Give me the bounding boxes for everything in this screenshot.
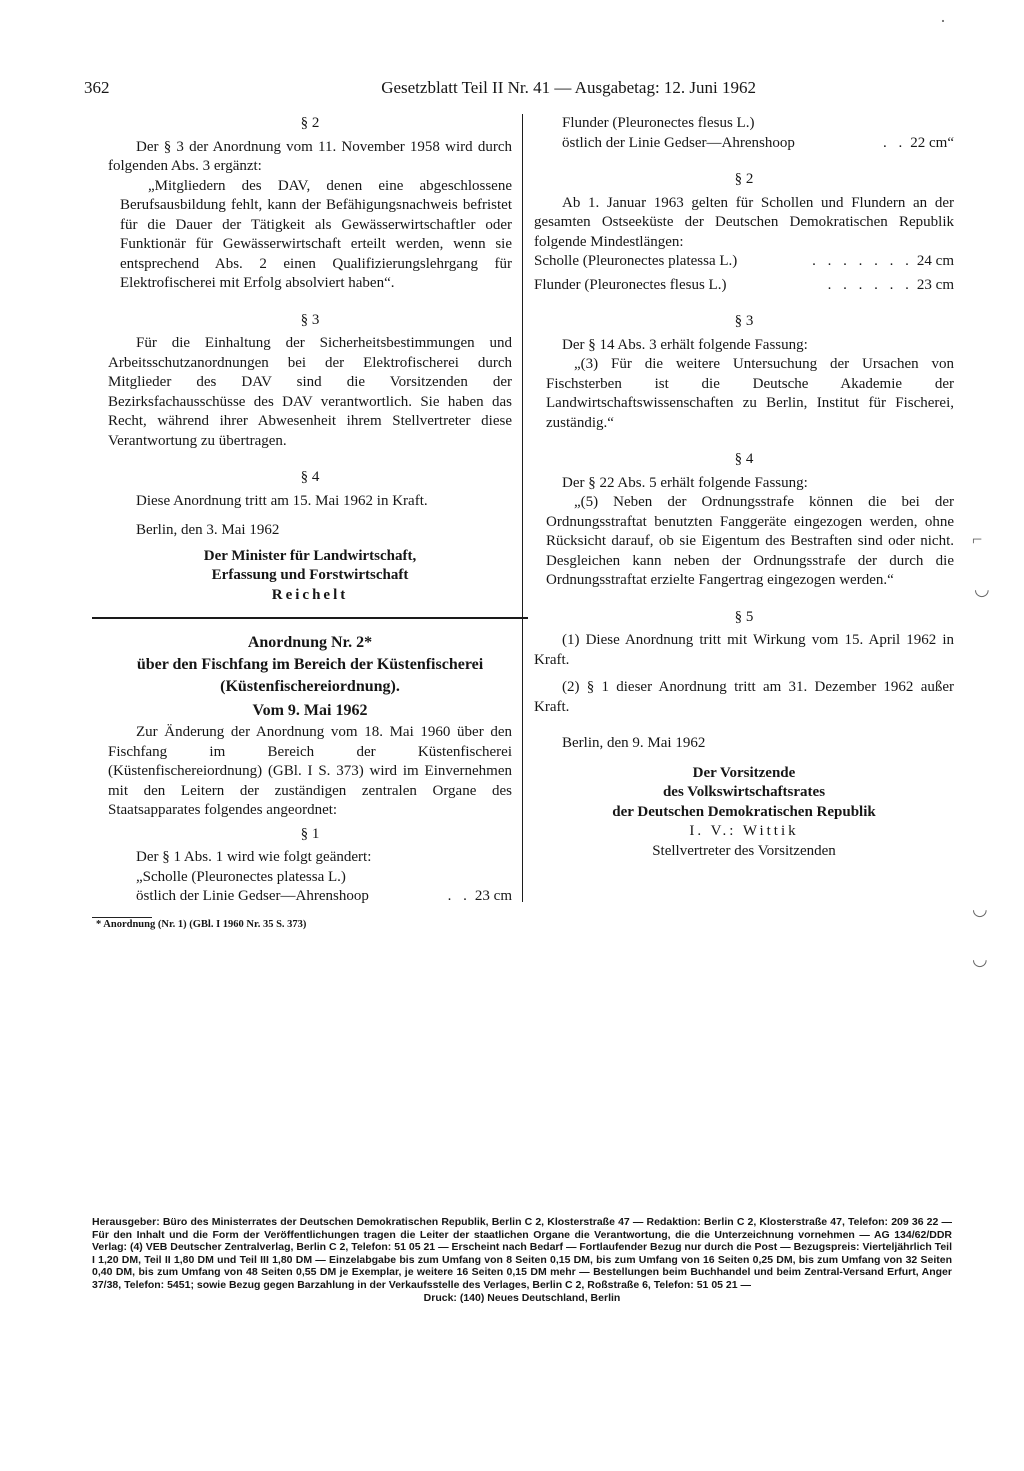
page-header — [84, 72, 756, 104]
spec-value: 23 cm — [474, 888, 512, 904]
imprint-print-line: Druck: (140) Neues Deutschland, Berlin — [423, 1291, 621, 1304]
anordnung-preamble: Zur Änderung der Anordnung vom 18. Mai 1960 über den Fischfang im Bereich der Küstenfischerei (Küstenfischereiordnung) (GBl. I S. 373) wird im Einvernehmen mit den Leitern der zuständigen zentralen Organe des Staatsapparates folgendes angeordnet: — [108, 724, 512, 818]
right-signature-line-2: des Volkswirtschaftsrates — [662, 784, 826, 800]
spec-label: östlich der Linie Gedser—Ahrenshoop — [562, 134, 795, 151]
spec-value: 23 cm — [916, 276, 954, 293]
left-section-3-title: § 3 — [300, 311, 320, 328]
right-section-3-title: § 3 — [734, 313, 754, 329]
right-signature-line-3: der Deutschen Demokratischen Republik — [612, 803, 876, 820]
right-section-2-row-1 — [534, 252, 954, 272]
spec-label: östlich der Linie Gedser—Ahrenshoop — [136, 888, 369, 904]
left-section-2-title: § 2 — [300, 115, 320, 131]
left-section-2-intro: Der § 3 der Anordnung vom 11. November 1958 wird durch folgenden Abs. 3 ergänzt: — [108, 138, 512, 174]
anordnung-title-3: (Küstenfischereiordnung). — [220, 678, 400, 695]
imprint — [92, 1216, 952, 1304]
spec-dots: . . . . . . — [827, 276, 913, 293]
anordnung-section-1-line-1: „Scholle (Pleuronectes platessa L.) — [136, 868, 346, 885]
right-section-5-title: § 5 — [734, 608, 754, 625]
anordnung-title-2: über den Fischfang im Bereich der Küstenfischerei — [136, 656, 484, 673]
right-continuation-line-1: Flunder (Pleuronectes flesus L.) — [562, 115, 755, 131]
left-signature-name: Reichelt — [271, 586, 349, 603]
right-signature-line-5: Stellvertreter des Vorsitzenden — [652, 842, 836, 859]
right-section-3-intro: Der § 14 Abs. 3 erhält folgende Fassung: — [562, 336, 808, 353]
column-divider — [522, 114, 523, 902]
right-section-4-quote: „(5) Neben der Ordnungsstrafe können die bei der Ordnungsstraftat benutzten Fanggeräte eingezogen werden, ohne Rücksicht darauf, ob sie Eigentum des Bestraften sind oder nicht. Desgleichen kann neben der Ordnungsstrafe der durch die Ordnungsstraftat erzielte Fangertrag eingezogen werden.“ — [546, 494, 954, 588]
right-section-2-text: Ab 1. Januar 1963 gelten für Schollen und Flundern an der gesamten Ostseeküste der Deutschen Demokratischen Republik folgende Mindestlängen: — [534, 194, 954, 250]
spec-label: Scholle (Pleuronectes platessa L.) — [534, 253, 738, 269]
left-section-2-quote: „Mitgliedern des DAV, denen eine abgeschlossene Berufsausbildung fehlt, kann der Befähigungsnachweis befristet für die Dauer der Tätigkeit als Gewässerwirtschaftler oder Funktionär für Gewässerwirtschaft erteilt werden, wenn sie entsprechend Abs. 2 einen Qualifizierungslehrgang für Elektrofischerei mit Erfolg absolviert haben“. — [120, 177, 512, 291]
right-section-2-row-2 — [534, 276, 954, 296]
right-column — [534, 114, 954, 861]
right-continuation-row — [534, 134, 954, 154]
left-signature-org-1: Der Minister für Landwirtschaft, — [203, 547, 417, 564]
anordnung-section-1-row — [108, 887, 512, 907]
right-section-2-title: § 2 — [734, 171, 754, 187]
gazette-title: Gesetzblatt Teil II Nr. 41 — Ausgabetag: 12. Juni 1962 — [381, 78, 756, 97]
spec-label: Flunder (Pleuronectes flesus L.) — [534, 276, 727, 293]
footnote: * Anordnung (Nr. 1) (GBl. I 1960 Nr. 35 S. 373) — [96, 918, 307, 930]
left-signature-org-2: Erfassung und Forstwirtschaft — [211, 567, 409, 583]
left-place-date: Berlin, den 3. Mai 1962 — [136, 522, 280, 538]
right-signature-block — [534, 764, 954, 862]
section-rule — [92, 617, 528, 619]
margin-dot-mark: · — [940, 11, 946, 31]
right-section-4-title: § 4 — [734, 451, 754, 467]
left-column — [96, 114, 512, 932]
right-section-5-para-1: (1) Diese Anordnung tritt mit Wirkung vom 15. April 1962 in Kraft. — [534, 632, 954, 668]
right-signature-line-4: I. V.: Wittik — [689, 823, 799, 839]
spec-value: 22 cm“ — [910, 134, 954, 151]
margin-curve-mark: ◡ — [972, 899, 988, 919]
anordnung-section-1-text: Der § 1 Abs. 1 wird wie folgt geändert: — [136, 849, 372, 865]
page-number: 362 — [84, 78, 110, 97]
left-section-4-text: Diese Anordnung tritt am 15. Mai 1962 in Kraft. — [136, 492, 428, 509]
spec-dots: . . — [883, 134, 907, 151]
right-section-3-quote: „(3) Für die weitere Untersuchung der Ursachen von Fischsterben ist die Deutsche Akademie der Landwirtschaftswissenschaften zu Berlin, Institut für Fischerei, zuständig.“ — [546, 356, 954, 431]
right-signature-line-1: Der Vorsitzende — [692, 764, 796, 781]
spec-dots: . . — [447, 888, 471, 904]
imprint-text: Herausgeber: Büro des Ministerrates der Deutschen Demokratischen Republik, Berlin C 2, Klosterstraße 47 — Redaktion: Berlin C 2, Klosterstraße 47, Telefon: 209 36 22 — Für den Inhalt und die Form der Veröffentlichungen tragen die Leiter der staatlichen Organe die Verantwortung, die die Unterzeichnung vornehmen — AG 134/62/DDR Verlag: (4) VEB Deutscher Zentralverlag, Berlin C 2, Telefon: 51 05 21 — Erscheint nach Bedarf — Fortlaufender Bezug nur durch die Post — Bezugspreis: Vierteljährlich Teil I 1,20 DM, Teil II 1,80 DM und Teil III 1,80 DM — Einzelabgabe bis zum Umfang von 8 Seiten 0,15 DM, bis zum Umfang von 16 Seiten 0,25 DM, bis zum Umfang von 32 Seiten 0,40 DM, bis zum Umfang von 48 Seiten 0,55 DM je Exemplar, je weitere 16 Seiten 0,15 DM mehr — Bestellungen beim Buchhandel und beim Zentral-Versand Erfurt, Anger 37/38, Telefon: 5451; sowie Bezug gegen Barzahlung in der Verkaufsstelle des Verlages, Berlin C 2, Roßstraße 6, Telefon: 51 05 21 — — [92, 1216, 952, 1291]
left-section-3-text: Für die Einhaltung der Sicherheitsbestimmungen und Arbeitsschutzanordnungen bei der Elektrofischerei durch Mitglieder des DAV sind die Vorsitzenden der Bezirksfachausschüsse des DAV verantwortlich. Sie haben das Recht, während ihrer Abwesenheit ihrem Stellvertreter diese Verantwortung zu übertragen. — [108, 335, 512, 449]
spec-value: 24 cm — [916, 253, 954, 269]
margin-stroke-mark: ⌐ — [972, 529, 983, 549]
spec-dots: . . . . . . . — [812, 253, 913, 269]
margin-curve-mark: ◡ — [974, 579, 990, 599]
anordnung-date: Vom 9. Mai 1962 — [252, 702, 368, 719]
margin-curve-mark: ◡ — [972, 949, 988, 969]
left-section-4-title: § 4 — [300, 469, 320, 485]
right-section-4-intro: Der § 22 Abs. 5 erhält folgende Fassung: — [562, 474, 808, 491]
right-section-5-para-2: (2) § 1 dieser Anordnung tritt am 31. Dezember 1962 außer Kraft. — [534, 679, 954, 715]
anordnung-section-1-title: § 1 — [300, 825, 320, 842]
anordnung-title-1: Anordnung Nr. 2* — [247, 634, 373, 651]
right-place-date: Berlin, den 9. Mai 1962 — [562, 735, 706, 751]
